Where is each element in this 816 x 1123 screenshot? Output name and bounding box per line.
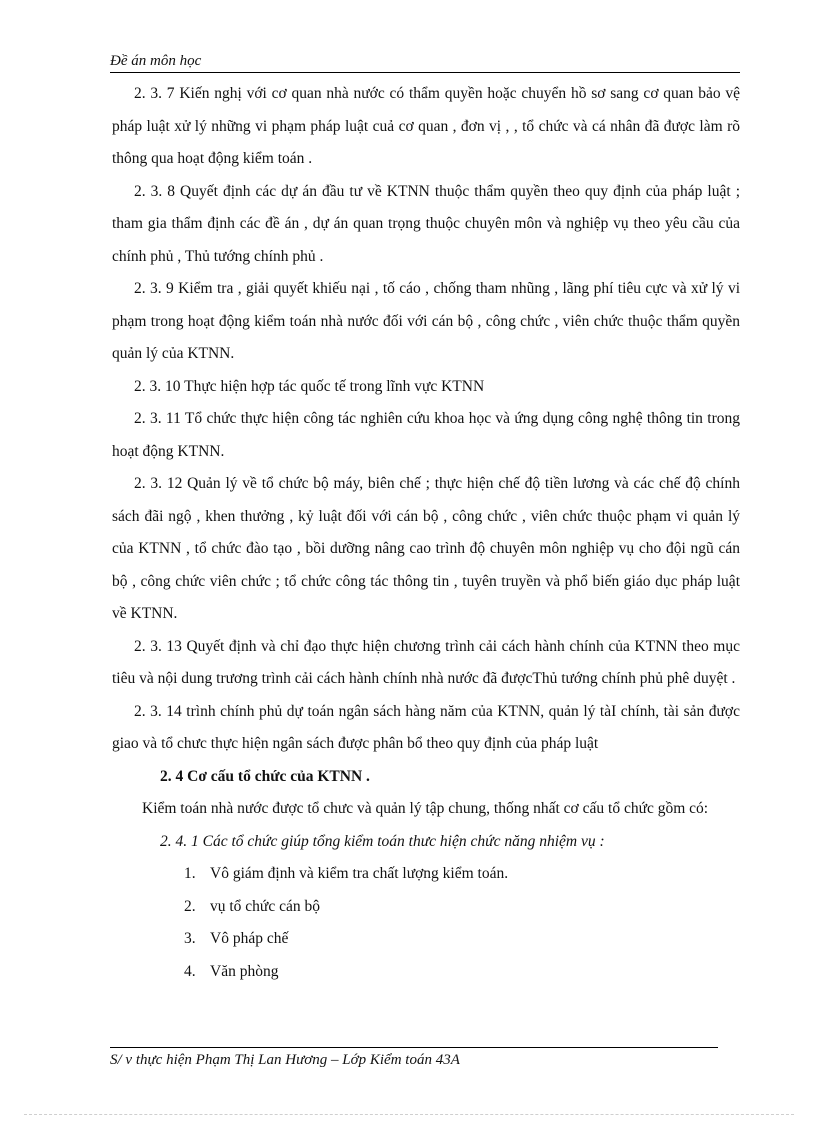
list-text: Vô pháp chế [210,930,289,947]
document-body [112,78,740,988]
list-number: 2. [184,897,196,915]
header-title: Đề án môn học [110,53,202,69]
list-number: 4. [184,962,196,980]
paragraph-2-3-8: 2. 3. 8 Quyết định các dự án đầu tư về KTNN thuộc thẩm quyền theo quy định của pháp luật ; tham gia thẩm định các đề án , dự án quan trọng thuộc chuyên môn và nghiệp vụ theo yêu cầu của chính phủ , Thủ tướng chính phủ . [112,182,740,265]
list-item [112,858,740,891]
paragraph-2-3-12: 2. 3. 12 Quản lý về tổ chức bộ máy, biên chế ; thực hiện chế độ tiền lương và các chế độ chính sách đãi ngộ , khen thưởng , kỷ luật đối với cán bộ , công chức , viên chức thuộc phạm vi quản lý của KTNN , tổ chức đào tạo , bồi dưỡng nâng cao trình độ chuyên môn nghiệp vụ cho đội ngũ cán bộ , công chức viên chức ; tổ chức công tác thông tin , tuyên truyền và phổ biến giáo dục pháp luật về KTNN. [112,475,740,622]
list-text: vụ tổ chức cán bộ [210,897,320,915]
page-footer [110,1047,718,1069]
paragraph-2-3-13: 2. 3. 13 Quyết định và chỉ đạo thực hiện chương trình cải cách hành chính của KTNN theo mục tiêu và nội dung trương trình cải cách hành chính nhà nước đã đượcThủ tướng chính phủ phê duyệt . [112,637,740,687]
paragraph-2-3-7: 2. 3. 7 Kiến nghị với cơ quan nhà nước có thẩm quyền hoặc chuyển hồ sơ sang cơ quan bảo vệ pháp luật xử lý những vi phạm pháp luật cuả cơ quan , đơn vị , , tổ chức và cá nhân đã được làm rõ thông qua hoạt động kiểm toán . [112,85,740,167]
list-text: Văn phòng [210,962,279,980]
page-bottom-divider [24,1114,794,1115]
paragraph-2-3-11: 2. 3. 11 Tổ chức thực hiện công tác nghiên cứu khoa học và ứng dụng công nghệ thông tin trong hoạt động KTNN. [112,410,740,460]
section-heading: 2. 4 Cơ cấu tổ chức của KTNN . [160,767,370,785]
org-list [112,858,740,988]
paragraph-2-3-9: 2. 3. 9 Kiểm tra , giải quyết khiếu nại , tố cáo , chống tham nhũng , lãng phí tiêu cực và xử lý vi phạm trong hoạt động kiểm toán nhà nước đối với cán bộ , công chức , viên chức thuộc thẩm quyền quản lý của KTNN. [112,280,740,362]
list-item [112,923,740,956]
footer-text: S/ v thực hiện Phạm Thị Lan Hương – Lớp Kiểm toán 43A [110,1052,460,1068]
paragraph-2-3-10: 2. 3. 10 Thực hiện hợp tác quốc tế trong lĩnh vực KTNN [134,377,485,395]
subsection-heading: 2. 4. 1 Các tổ chức giúp tổng kiểm toán thưc hiện chức năng nhiệm vụ : [160,832,605,850]
list-text: Vô giám định và kiểm tra chất lượng kiểm toán. [210,865,509,882]
section-intro: Kiểm toán nhà nước được tổ chưc và quản lý tập chung, thống nhất cơ cấu tổ chức gồm có: [142,800,709,817]
list-item [112,891,740,924]
list-item [112,956,740,989]
list-number: 1. [184,865,196,882]
list-number: 3. [184,930,196,947]
paragraph-2-3-14: 2. 3. 14 trình chính phủ dự toán ngân sách hàng năm của KTNN, quản lý tàI chính, tài sản được giao và tổ chưc thực hiện ngân sách được phân bổ theo quy định của pháp luật [112,702,740,752]
page-header [110,52,740,73]
